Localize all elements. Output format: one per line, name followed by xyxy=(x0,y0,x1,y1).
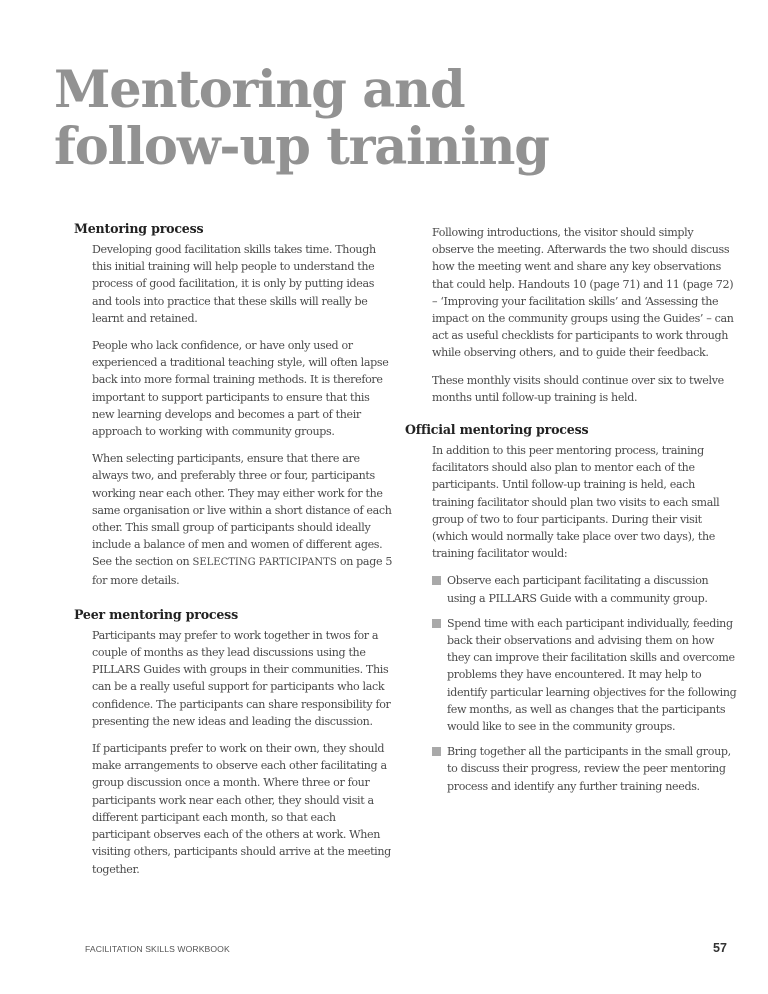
paragraph-text: When selecting participants, ensure that there are always two, and preferably three or four, participants working near each other. They may either work for the same organisation or live within a short distance of each other. This small group of participants should ideally include a balance of men and women of different ages. See the section on xyxy=(92,452,392,569)
paragraph: If participants prefer to work on their own, they should make arrangements to observe each other facilitating a group discussion once a month. Where three or four participants work near each other, they should visit a different participant each month, so that each participant observes each of the others at work. When visiting others, participants should arrive at the meeting together. xyxy=(92,742,391,876)
list-item xyxy=(432,743,738,795)
page-number: 57 xyxy=(713,941,727,955)
footer-book-title: FACILITATION SKILLS WORKBOOK xyxy=(85,944,230,954)
paragraph: Following introductions, the visitor should simply observe the meeting. Afterwards the two should discuss how the meeting went and share any key observations that could help. Handouts 10 (page 71) and 11 (page 72) – ‘Improving your facilitation skills’ and ‘Assessing the impact on the community groups using the Guides’ – can act as useful checklists for participants to work through while observing others, and to guide their feedback. xyxy=(432,226,734,360)
section-heading: Official mentoring process xyxy=(405,422,589,438)
paragraph: In addition to this peer mentoring process, training facilitators should also plan to mentor each of the participants. Until follow-up training is held, each training facilitator should plan two visits to each small group of two to four participants. During their visit (which would normally take place over two days), the training facilitator would: xyxy=(432,444,720,561)
list-item-text: Observe each participant facilitating a discussion using a PILLARS Guide with a community group. xyxy=(447,574,709,605)
paragraph-with-crossref xyxy=(92,450,394,589)
crossref-selecting-participants: SELECTING PARTICIPANTS xyxy=(192,557,337,569)
section-heading: Mentoring process xyxy=(74,221,204,236)
list-item xyxy=(432,615,738,735)
section-heading: Peer mentoring process xyxy=(74,606,238,622)
paragraph: Developing good facilitation skills takes time. Though this initial training will help people to understand the process of good facilitation, it is only by putting ideas and tools into practice that these skills will really be learnt and retained. xyxy=(92,243,376,325)
page-title-line-1: Mentoring and xyxy=(54,60,465,120)
paragraph: These monthly visits should continue over six to twelve months until follow-up training is held. xyxy=(432,373,724,404)
section-official-mentoring xyxy=(405,422,738,795)
list-item-text: Bring together all the participants in the small group, to discuss their progress, review the peer mentoring process and identify any further training needs. xyxy=(447,745,731,793)
paragraph: Participants may prefer to work together in twos for a couple of months as they lead discussions using the PILLARS Guides with groups in their communities. This can be a really useful support for participants who lack confidence. The participants can share responsibility for presenting the new ideas and leading the discussion. xyxy=(92,628,391,728)
crossref-tail: on page 5 for more details. xyxy=(92,555,393,587)
bullet-list xyxy=(432,572,738,794)
square-bullet-icon xyxy=(432,747,441,756)
right-column xyxy=(405,224,738,803)
list-item xyxy=(432,572,738,606)
square-bullet-icon xyxy=(432,576,441,585)
page-title xyxy=(54,62,549,176)
square-bullet-icon xyxy=(432,619,441,628)
page-title-line-2: follow-up training xyxy=(54,117,549,177)
paragraph: People who lack confidence, or have only used or experienced a traditional teaching style, will often lapse back into more formal training methods. It is therefore important to support participants to ensure that this new learning develops and becomes a part of their approach to working with community groups. xyxy=(92,339,389,439)
list-item-text: Spend time with each participant individually, feeding back their observations and advising them on how they can improve their facilitation skills and overcome problems they have encountered. It may help to identify particular learning objectives for the following few months, as well as changes that the participants would like to see in the community groups. xyxy=(447,616,737,734)
section-peer-mentoring xyxy=(74,607,394,878)
left-column xyxy=(74,221,394,888)
section-mentoring-process xyxy=(74,221,394,589)
